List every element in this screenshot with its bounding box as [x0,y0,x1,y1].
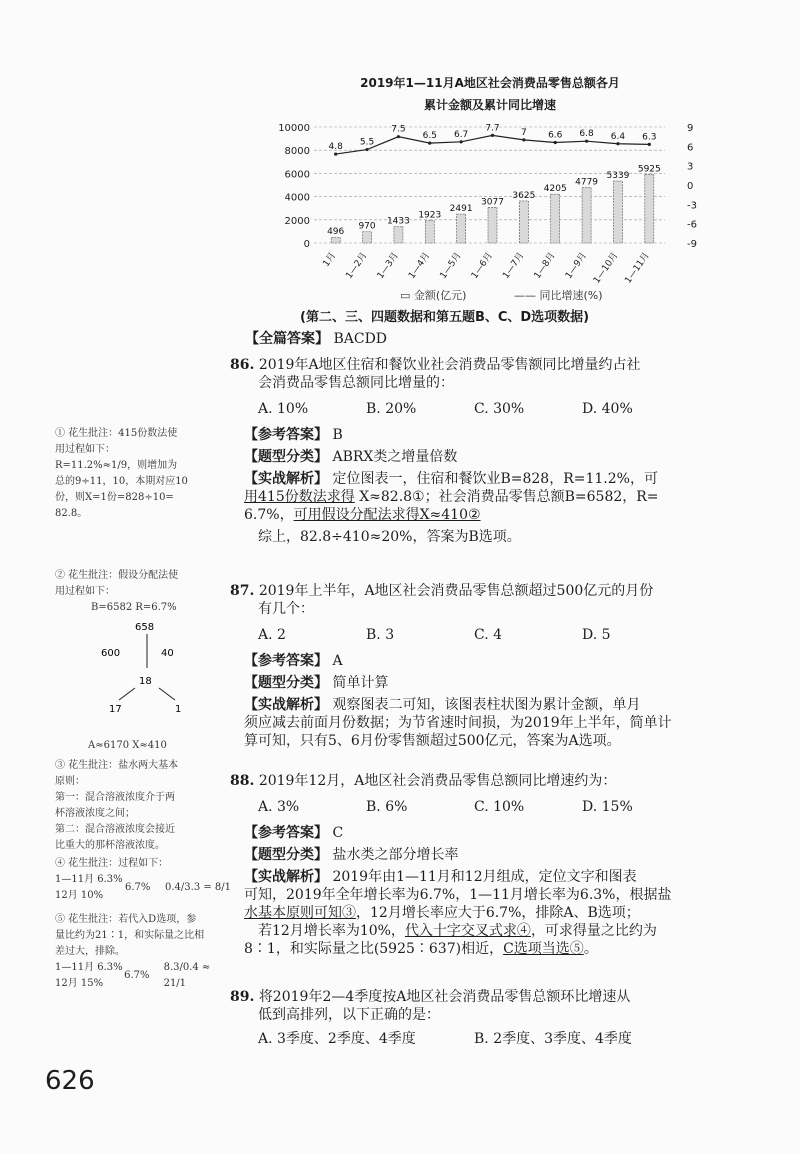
bar [394,226,403,243]
growth-label: 7.5 [391,124,406,135]
q89-options: A. 3季度、2季度、4季度 B. 2季度、3季度、4季度 [258,1031,632,1047]
bar-label: 3625 [512,190,536,201]
bar [551,194,560,243]
y-right-tick: 0 [687,181,694,192]
y-left-tick: 6000 [284,169,310,181]
x-tick-label: 1—4月 [407,250,433,281]
side-note-5: ⑤ 花生批注：若代入D选项，参 量比约为21∶1，和实际量之比相 差过大，排除。 1—11月 6.3% 12月 15% 6.7% 8.3/0.4 ≈ 21/1 [55,914,211,989]
x-tick-label: 1—7月 [501,250,527,281]
bar-label: 496 [327,227,345,238]
bar-label: 970 [358,221,376,232]
q86-options: A. 10% B. 20% C. 30% D. 40% [258,401,633,417]
y-left-tick: 2000 [284,215,310,227]
x-tick-label: 1—3月 [375,250,401,281]
bar-label: 2491 [449,204,473,215]
growth-point [491,134,494,137]
y-right-tick: 6 [687,142,694,154]
question-88: 88. 2019年12月，A地区社会消费品零售总额同比增速约为： A. 3% B. 6% C. 10% D. 15% 【参考答案】 C 【题型分类】 盐水类之部分增长率 【实战解析】 2019年由1—11月和12月组成，定位文字和图表 可知，2019年全年增长率为6.7%，1—11月增长率为6.3%，根据盐 水基本原则可知③，12月增长率应大于6.7%，排除A、B选项； 若12月增长率为10%，代入十字交叉式求④，可求得量之比约为 8∶1，和实际量之比(5925∶637)相近，C选项当选⑤。 [230,772,690,958]
growth-point [460,140,463,143]
bar [457,214,466,243]
y-right-tick: 9 [687,123,694,134]
bar [645,174,654,243]
question-87: 87. 2019年上半年，A地区社会消费品零售总额超过500亿元的月份 有几个： A. 2 B. 3 C. 4 D. 5 【参考答案】 A 【题型分类】 简单计算 【实战解析】 观察图表二可知，该图表柱状图为累计金额，单月 须应减去前面月份数据；为节省速时间损，为2019年上半年，简单计 算可知，只有5、6月份零售额超过500亿元，答案为A选项。 [230,582,690,750]
growth-label: 6.7 [453,129,469,140]
x-tick-label: 1月 [321,250,339,269]
y-right-tick: -3 [687,200,697,212]
tree-top: 658 [135,622,155,633]
growth-point [365,148,368,151]
y-left-tick: 10000 [278,123,310,134]
side-note-2-result: A≈6170 X≈410 [88,740,167,751]
y-right-tick: -9 [687,239,697,250]
growth-label: 7.7 [485,123,500,134]
y-right-tick: 3 [687,161,694,173]
y-left-tick: 8000 [284,146,310,158]
x-tick-label: 1—9月 [563,250,590,281]
tree-mid: 18 [139,676,152,687]
page-number: 626 [45,1066,95,1096]
side-note-4: ④ 花生批注：过程如下： 1—11月 6.3% 12月 10% 6.7% 0.4/3.3 = 8/1 [55,858,232,901]
bar [582,188,591,243]
q88-options: A. 3% B. 6% C. 10% D. 15% [258,799,633,815]
growth-point [554,141,557,144]
tree-r1: 40 [161,648,174,659]
bar [331,237,340,243]
y-left-tick: 4000 [284,192,310,204]
bar-label: 3077 [481,197,504,208]
growth-point [428,142,431,145]
allocation-tree [95,618,215,736]
x-tick-label: 1—11月 [623,250,652,286]
growth-point [648,143,651,146]
growth-point [334,152,337,155]
bar-label: 1433 [386,216,410,227]
chart-legend [400,287,647,303]
growth-label: 6.4 [610,131,626,142]
x-tick-label: 1—10月 [592,250,621,286]
chart-caption: (第二、三、四题数据和第五题B、C、D选项数据) [300,310,590,325]
tree-l1: 600 [101,648,121,659]
y-left-tick: 0 [303,239,310,250]
growth-point [616,142,619,145]
growth-line [336,135,650,154]
growth-label: 6.8 [579,129,594,140]
bar-label: 5339 [606,171,630,182]
tree-r2: 1 [175,704,182,715]
question-86: 86. 2019年A地区住宿和餐饮业社会消费品零售额同比增量约占社 会消费品零售总额同比增量的： A. 10% B. 20% C. 30% D. 40% 【参考答案】 B 【题型分类】 ABRX类之增量倍数 【实战解析】 定位图表一，住宿和餐饮业B=828，R=11.2%，可 用415份数法求得 X≈82.8①；社会消费品零售总额B=6582，R= 6.7%，可用假设分配法求得X≈410② 综上，82.8÷410≈20%，答案为B选项。 [230,356,690,546]
growth-label: 5.5 [359,137,375,148]
question-89: 89. 将2019年2—4季度按A地区社会消费品零售总额环比增速从 低到高排列，以下正确的是： A. 3季度、2季度、4季度 B. 2季度、3季度、4季度 [230,988,690,1048]
side-note-3: ③ 花生批注：盐水两大基本 原则： 第一：混合溶液浓度介于两 杯溶液浓度之间； 第二：混合溶液浓度会接近 比重大的那杯溶液浓度。 [55,760,179,851]
growth-label: 7 [520,127,527,138]
bar-label: 4205 [543,184,567,195]
bar [613,181,622,243]
growth-label: 6.3 [642,132,657,143]
x-tick-label: 1—8月 [532,250,558,281]
side-note-2: ② 花生批注：假设分配法使 用过程如下： B=6582 R=6.7% [55,570,179,613]
legend-amount: ▭ 金额(亿元) [400,289,467,302]
bar [488,207,497,243]
full-answer: 【全篇答案】 BACDD [245,331,388,347]
combo-chart [270,115,710,290]
growth-point [397,135,400,138]
bar-label: 4779 [575,177,599,188]
bar [519,201,528,243]
q87-options: A. 2 B. 3 C. 4 D. 5 [258,627,611,643]
growth-point [522,138,525,141]
x-tick-label: 1—5月 [438,250,464,281]
x-tick-label: 1—2月 [344,250,370,281]
bar-label: 1923 [418,210,442,221]
growth-label: 6.5 [422,131,437,142]
growth-point [585,140,588,143]
chart-title-line2: 累计金额及累计同比增速 [423,98,556,112]
tree-l2: 17 [109,704,122,715]
bar [363,232,372,243]
x-tick-label: 1—6月 [469,250,495,281]
side-note-1: ① 花生批注：415份数法使 用过程如下： R=11.2%≈1/9，则增加为 总的9÷11，10，本期对应10 份，则X=1份=828÷10= 82.8。 [55,428,188,519]
legend-growth: —— 同比增速(%) [513,289,603,302]
y-right-tick: -6 [687,219,697,231]
bar [425,221,434,243]
growth-label: 4.8 [328,142,343,153]
growth-label: 6.6 [548,130,563,141]
bar-label: 5925 [637,164,661,175]
chart-title-line1: 2019年1—11月A地区社会消费品零售总额各月 [360,76,620,90]
